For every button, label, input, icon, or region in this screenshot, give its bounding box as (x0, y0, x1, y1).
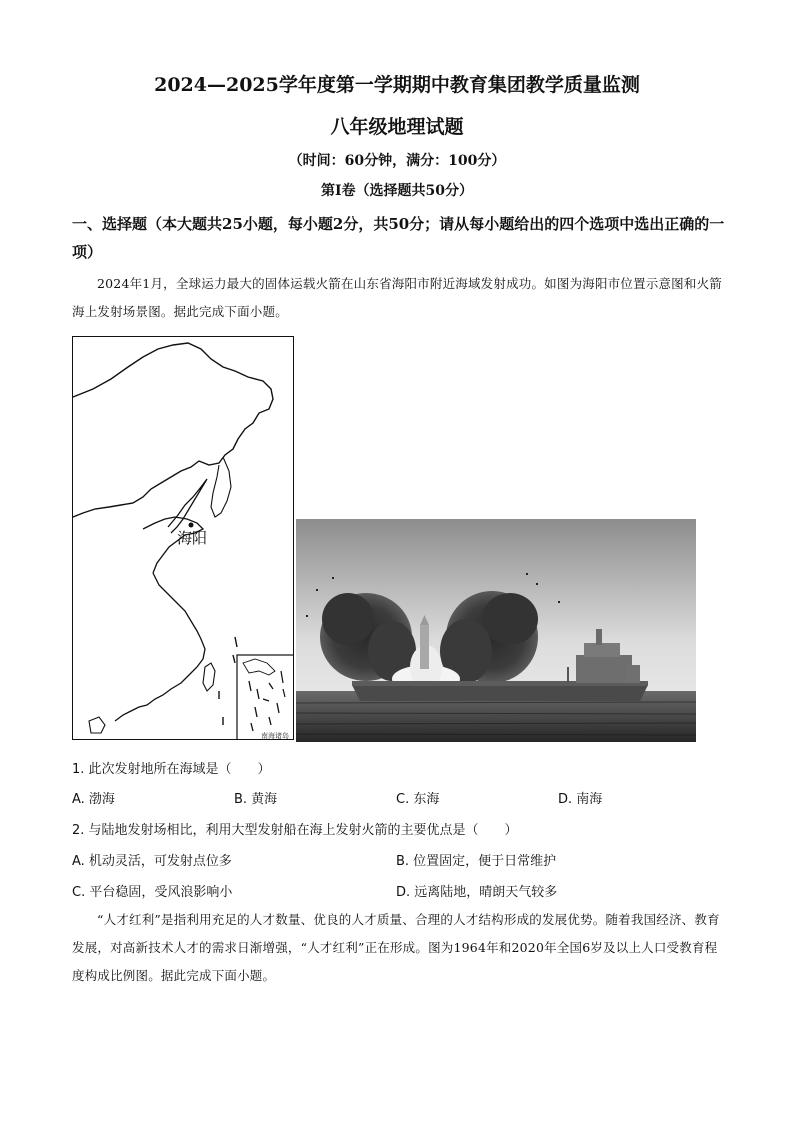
question-1-stem: 1. 此次发射地所在海域是（ ） (72, 762, 271, 777)
passage-1: 2024年1月，全球运力最大的固体运载火箭在山东省海阳市附近海域发射成功。如图为海阳市位置示意图和火箭海上发射场景图。据此完成下面小题。 (72, 276, 722, 319)
question-2-option-c[interactable]: C. 平台稳固，受风浪影响小 (72, 885, 233, 900)
question-1-option-d[interactable]: D. 南海 (558, 792, 603, 807)
passage-2: “人才红利”是指利用充足的人才数量、优良的人才质量、合理的人才结构形成的发展优势。随着我国经济、教育发展，对高新技术人才的需求日渐增强，“人才红利”正在形成。图为1964年和2020年全国6岁及以上人口受教育程度构成比例图。据此完成下面小题。 (72, 912, 720, 983)
question-2-option-d[interactable]: D. 远离陆地，晴朗天气较多 (396, 885, 558, 900)
inset-label-south-sea-islands: 南海诸岛 (261, 732, 289, 740)
question-1-option-a[interactable]: A. 渤海 (72, 792, 115, 807)
question-1-option-c[interactable]: C. 东海 (396, 792, 440, 807)
question-2-option-a[interactable]: A. 机动灵活，可发射点位多 (72, 854, 232, 869)
map-label-haiyang: 海阳 (177, 529, 208, 547)
question-2-option-b[interactable]: B. 位置固定，便于日常维护 (396, 854, 557, 869)
question-2-stem: 2. 与陆地发射场相比，利用大型发射船在海上发射火箭的主要优点是（ ） (72, 823, 518, 838)
location-map (72, 336, 294, 740)
launch-scene-graphic (296, 519, 696, 742)
volume-heading: 第Ⅰ卷（选择题共50分） (320, 183, 474, 199)
rocket-launch-photo (296, 519, 696, 742)
exam-info: （时间：60分钟，满分：100分） (288, 153, 506, 169)
exam-subtitle: 八年级地理试题 (330, 116, 464, 138)
section-heading: 一、选择题（本大题共25小题，每小题2分，共50分；请从每小题给出的四个选项中选出正确的一项） (72, 215, 725, 261)
question-1-option-b[interactable]: B. 黄海 (234, 792, 278, 807)
exam-title: 2024—2025学年度第一学期期中教育集团教学质量监测 (154, 74, 640, 96)
